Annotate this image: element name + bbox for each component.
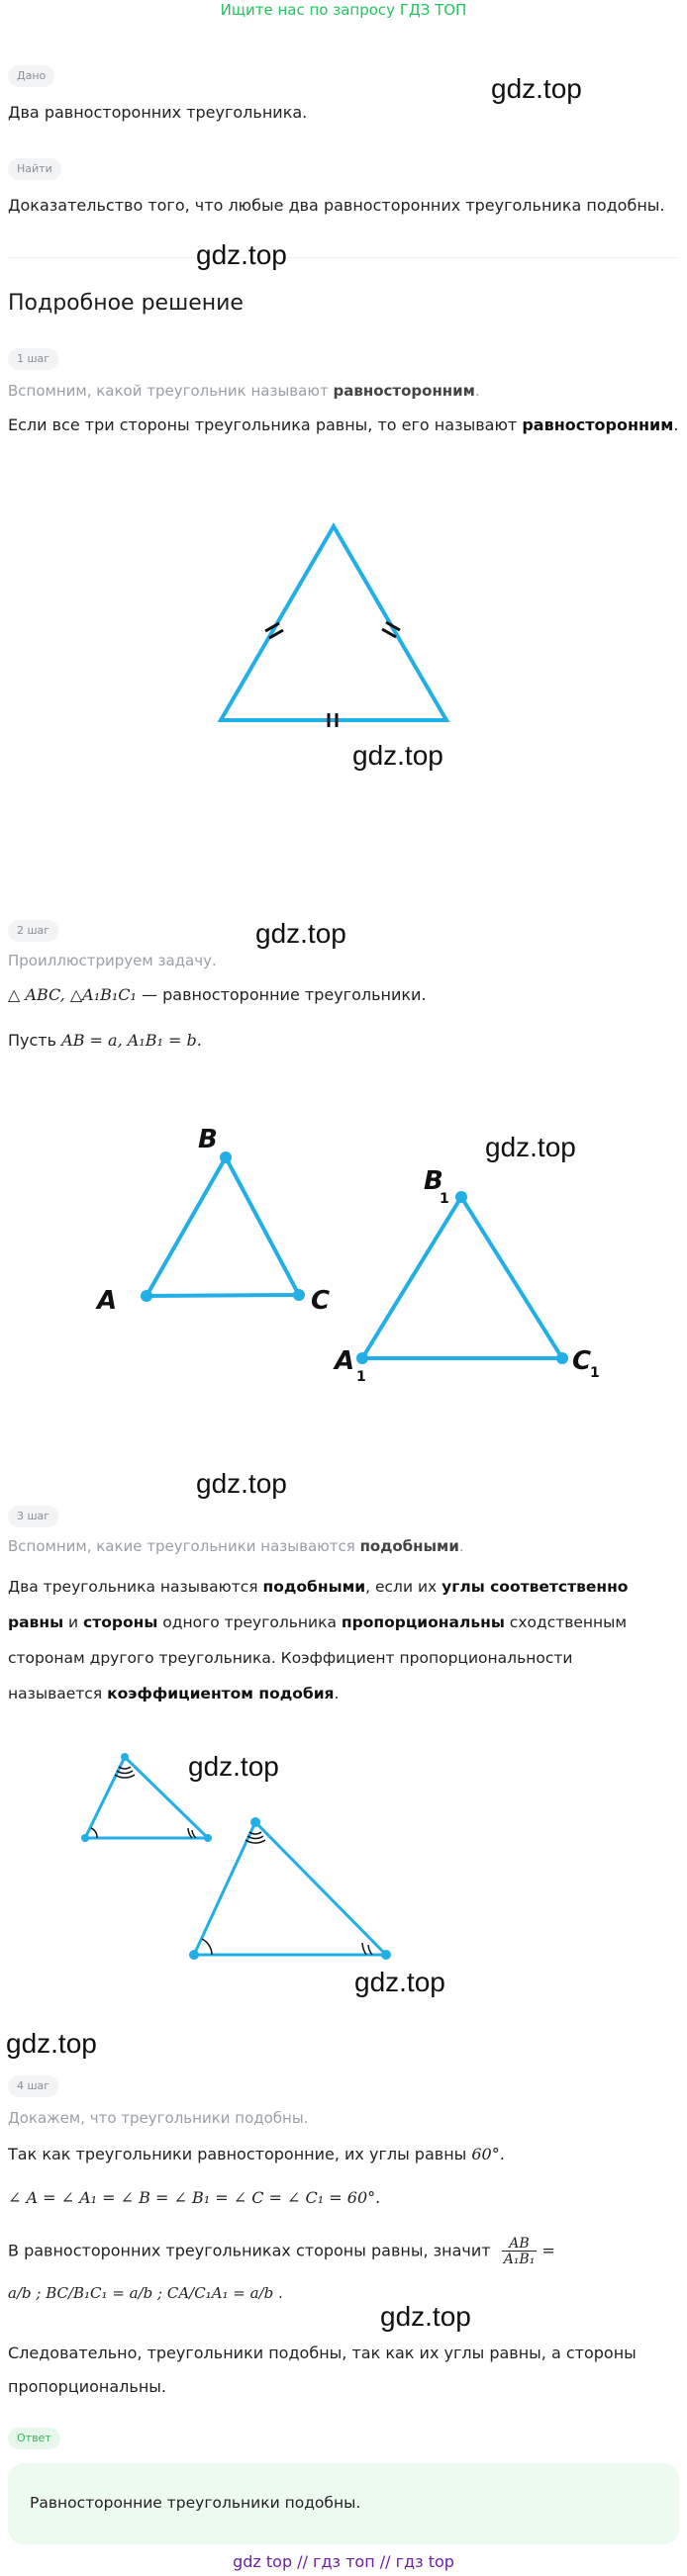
triangle-abc	[147, 1157, 299, 1296]
watermark: gdz.top	[196, 239, 287, 270]
label-b: B	[198, 1125, 218, 1154]
step1-pill: 1 шаг	[8, 348, 58, 370]
vertex-dot	[121, 1753, 129, 1761]
given-text: Два равносторонних треугольника.	[8, 103, 308, 122]
label-c: C	[311, 1286, 331, 1316]
watermark: gdz.top	[255, 918, 346, 949]
step4-hint: Докажем, что треугольники подобны.	[8, 2109, 309, 2127]
label-b1-subscript: 1	[440, 1191, 449, 1207]
point-a	[141, 1290, 152, 1302]
vertex-dot	[81, 1834, 89, 1842]
watermark: gdz.top	[188, 1751, 279, 1782]
step2-hint: Проиллюстрируем задачу.	[8, 952, 217, 969]
equilateral-triangle	[221, 526, 446, 720]
step4-ratios: a/b ; BC/B₁C₁ = a/b ; CA/C₁A₁ = a/b .	[8, 2284, 283, 2302]
step4-line1: Так как треугольники равносторонние, их углы равны 60°.	[8, 2145, 505, 2163]
step2-line2: Пусть AB = a, A₁B₁ = b.	[8, 1031, 202, 1050]
angle-mark-triple	[115, 1775, 135, 1778]
watermark: gdz.top	[352, 740, 443, 771]
footer-links[interactable]: gdz top // гдз топ // гдз top	[233, 2552, 454, 2571]
vertex-dot	[189, 1950, 199, 1960]
point-a1	[356, 1352, 368, 1364]
label-b1: B	[424, 1166, 443, 1196]
step4-pill: 4 шаг	[8, 2075, 58, 2097]
step2-pill: 2 шаг	[8, 920, 58, 942]
search-hint-banner[interactable]: Ищите нас по запросу ГДЗ ТОП	[220, 1, 467, 19]
answer-box	[8, 2463, 679, 2544]
watermark: gdz.top	[491, 73, 582, 104]
vertex-dot	[250, 1817, 260, 1827]
step3-definition: Два треугольника называются подобными, если их углы соответственно равны и стороны одного треугольника пропорциональны сходственным сторонам другого треугольника. Коэффициент пропорциональности называется коэффициентом подобия.	[8, 1578, 629, 1702]
angle-mark-triple	[119, 1767, 131, 1769]
point-c	[293, 1289, 305, 1301]
step4-conclusion: Следовательно, треугольники подобны, так как их углы равны, а стороны пропорциональны.	[8, 2344, 637, 2396]
find-pill: Найти	[8, 158, 61, 180]
answer-text: Равносторонние треугольники подобны.	[30, 2494, 361, 2512]
similar-triangles-figure	[0, 1741, 687, 1978]
angle-mark-double	[362, 1943, 366, 1955]
vertex-dot	[204, 1834, 212, 1842]
step1-hint: Вспомним, какой треугольник называют равносторонним.	[8, 382, 480, 400]
watermark: gdz.top	[485, 1132, 576, 1162]
label-c1-subscript: 1	[590, 1365, 600, 1381]
given-pill: Дано	[8, 65, 54, 87]
step1-text: Если все три стороны треугольника равны, то его называют равносторонним.	[8, 415, 679, 434]
angle-mark-triple	[249, 1832, 261, 1834]
label-a1: A	[335, 1346, 355, 1376]
angle-mark-single	[202, 1939, 212, 1955]
watermark: gdz.top	[354, 1967, 445, 1997]
equilateral-triangle-figure	[0, 495, 687, 791]
triangle-a1b1c1	[362, 1197, 562, 1358]
equal-side-ticks	[265, 622, 400, 727]
step3-hint: Вспомним, какие треугольники называются подобными.	[8, 1537, 464, 1555]
large-triangle	[194, 1822, 386, 1955]
vertex-dot	[381, 1950, 391, 1960]
watermark: gdz.top	[380, 2301, 471, 2332]
two-triangles-figure	[0, 1108, 687, 1405]
step4-angles-equal: ∠ A = ∠ A₁ = ∠ B = ∠ B₁ = ∠ C = ∠ C₁ = 60°.	[8, 2188, 381, 2207]
label-a: A	[97, 1286, 118, 1316]
watermark: gdz.top	[196, 1468, 287, 1499]
point-b	[220, 1151, 232, 1163]
step4-line3: В равносторонних треугольниках стороны равны, значит AB A₁B₁ =	[8, 2236, 555, 2267]
answer-pill: Ответ	[8, 2428, 60, 2449]
solution-title: Подробное решение	[8, 291, 244, 316]
watermark: gdz.top	[6, 2028, 97, 2059]
label-a1-subscript: 1	[356, 1369, 366, 1385]
step2-line1: △ ABC, △A₁B₁C₁ — равносторонние треугольники.	[8, 985, 427, 1004]
divider	[8, 257, 679, 258]
fraction-ab-a1b1: AB A₁B₁	[503, 2236, 536, 2267]
label-c1: C	[572, 1346, 592, 1376]
point-b1	[455, 1191, 467, 1203]
step3-pill: 3 шаг	[8, 1506, 58, 1527]
find-text: Доказательство того, что любые два равносторонних треугольника подобны.	[8, 196, 665, 215]
point-c1	[556, 1352, 568, 1364]
